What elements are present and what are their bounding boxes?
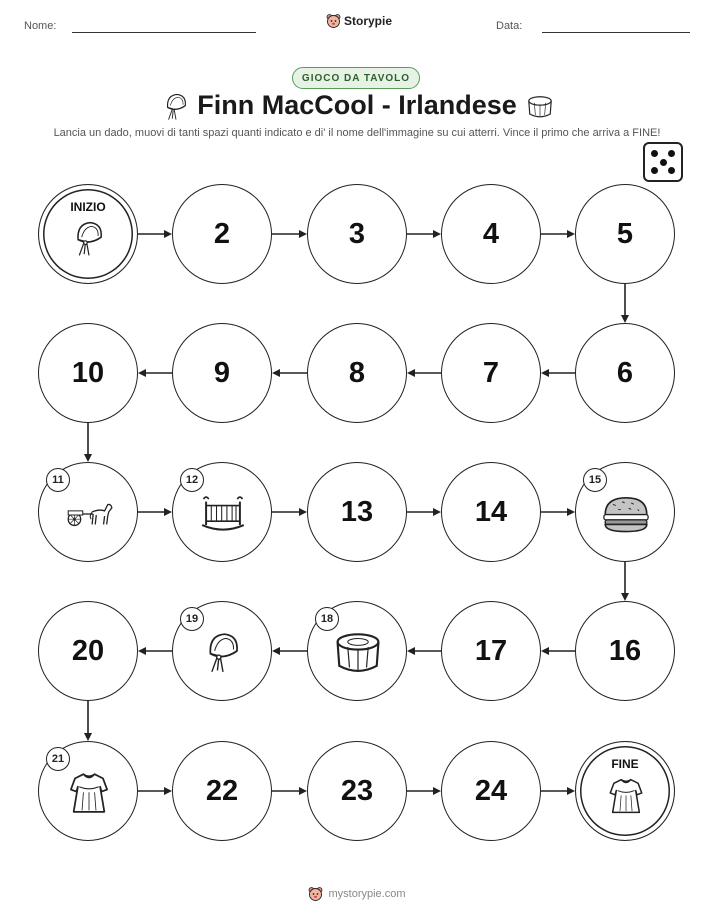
board-space-3 — [307, 184, 407, 284]
board-space-7 — [441, 323, 541, 423]
space-badge: 12 — [180, 468, 204, 492]
space-number: 17 — [474, 634, 508, 667]
path-arrow-head — [621, 593, 629, 601]
board-space-16 — [575, 601, 675, 701]
path-arrow-head — [567, 230, 575, 238]
dress-icon — [606, 776, 646, 816]
footer — [0, 886, 714, 902]
name-label: Nome: — [24, 20, 57, 32]
space-number: 7 — [482, 356, 500, 389]
space-badge: 11 — [46, 468, 70, 492]
path-arrow-head — [433, 230, 441, 238]
footer-mascot-icon — [308, 886, 323, 902]
space-number: 4 — [482, 217, 500, 250]
space-number: 24 — [474, 774, 508, 807]
path-arrow-head — [164, 230, 172, 238]
board-space-13 — [307, 462, 407, 562]
board-space-8 — [307, 323, 407, 423]
space-number: 3 — [348, 217, 366, 250]
path-arrow-head — [407, 369, 415, 377]
path-arrow-head — [299, 787, 307, 795]
board-space-5 — [575, 184, 675, 284]
board-space-14 — [441, 462, 541, 562]
instructions: Lancia un dado, muovi di tanti spazi quanti indicato e di' il nome dell'immagine su cui atterri. Vince il primo che arriva a FINE! — [53, 127, 661, 139]
space-number: 16 — [608, 634, 642, 667]
board-space-20 — [38, 601, 138, 701]
space-number: 20 — [71, 634, 105, 667]
path-arrow-head — [433, 508, 441, 516]
board-space-22 — [172, 741, 272, 841]
space-number: 9 — [213, 356, 231, 389]
board-space-4 — [441, 184, 541, 284]
space-number: 23 — [340, 774, 374, 807]
board-space-10 — [38, 323, 138, 423]
dress-icon — [63, 770, 115, 816]
start-label: INIZIO — [70, 200, 106, 214]
board-space-2 — [172, 184, 272, 284]
path-arrow-head — [84, 454, 92, 462]
bonnet-icon — [197, 630, 249, 676]
space-number: 13 — [340, 495, 374, 528]
path-arrow-head — [138, 647, 146, 655]
board-space-1 — [38, 184, 138, 284]
path-arrow-head — [567, 787, 575, 795]
bonnet-icon — [69, 219, 109, 259]
path-arrow-head — [621, 315, 629, 323]
space-number: 8 — [348, 356, 366, 389]
path-arrow-head — [567, 508, 575, 516]
path-arrow-head — [272, 647, 280, 655]
path-arrow-head — [433, 787, 441, 795]
board-space-9 — [172, 323, 272, 423]
space-badge: 21 — [46, 747, 70, 771]
path-arrow-head — [541, 647, 549, 655]
path-arrow-head — [84, 733, 92, 741]
finish-label: FINE — [611, 757, 639, 771]
space-number: 10 — [71, 356, 105, 389]
space-badge: 18 — [315, 607, 339, 631]
board-space-17 — [441, 601, 541, 701]
game-type-badge: GIOCO DA TAVOLO — [292, 67, 420, 89]
space-number: 14 — [474, 495, 508, 528]
date-label: Data: — [496, 20, 523, 32]
path-arrow-head — [541, 369, 549, 377]
space-number: 2 — [213, 217, 231, 250]
path-arrow-head — [299, 508, 307, 516]
cradle-icon — [197, 491, 249, 537]
path-arrow-head — [299, 230, 307, 238]
board-space-25 — [575, 741, 675, 841]
bread-icon — [600, 491, 652, 537]
path-arrow-head — [272, 369, 280, 377]
stump-icon — [332, 630, 384, 676]
path-arrow-head — [407, 647, 415, 655]
footer-site: mystorypie.com — [328, 888, 406, 900]
space-number: 6 — [616, 356, 634, 389]
board-space-23 — [307, 741, 407, 841]
path-arrow-head — [164, 508, 172, 516]
space-number: 22 — [205, 774, 239, 807]
space-badge: 19 — [180, 607, 204, 631]
brand-name: Storypie — [344, 14, 393, 28]
space-badge: 15 — [583, 468, 607, 492]
path-arrow-head — [164, 787, 172, 795]
space-number: 5 — [616, 217, 634, 250]
board-space-24 — [441, 741, 541, 841]
page-title: Finn MacCool - Irlandese — [197, 90, 517, 120]
board-space-6 — [575, 323, 675, 423]
horse-cart-icon — [63, 491, 115, 537]
path-arrow-head — [138, 369, 146, 377]
